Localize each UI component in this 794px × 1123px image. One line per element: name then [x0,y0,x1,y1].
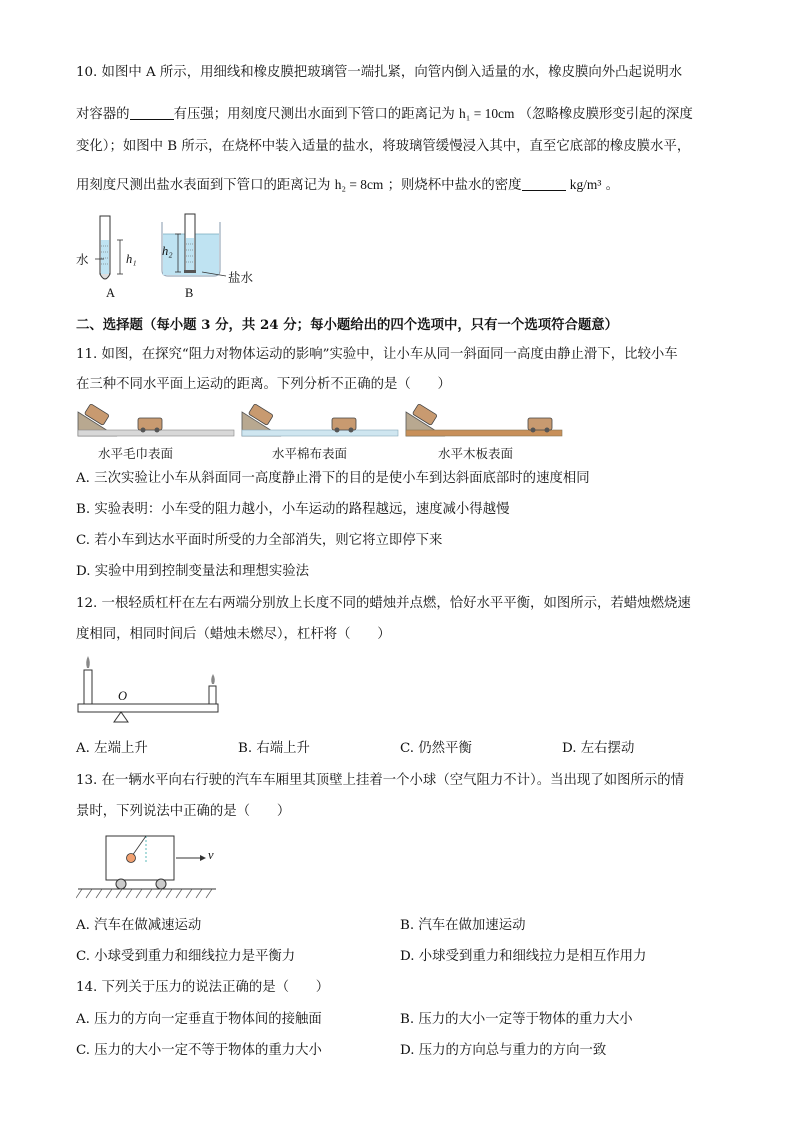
ramp-diagram [76,400,566,440]
q12-option-b[interactable]: B. 右端上升 [238,741,310,756]
q13-option-a[interactable]: A. 汽车在做减速运动 [76,918,202,933]
q13-option-b[interactable]: B. 汽车在做加速运动 [400,918,526,933]
answer-blank-1[interactable] [130,105,174,120]
q10-figure [74,212,274,304]
q10-line2 [76,105,693,124]
pivot-label: O [118,689,128,703]
q10-text-e: ；则烧杯中盐水的密度 [387,178,522,193]
q14-option-d[interactable]: D. 压力的方向总与重力的方向一致 [400,1043,607,1058]
lever-diagram [76,656,220,726]
brine-label: 盐水 [228,270,254,285]
q11-option-c[interactable]: C. 若小车到达水平面时所受的力全部消失，则它将立即停下来 [76,533,443,548]
q13-line2: 景时，下列说法中正确的是（ ） [76,804,291,819]
q10-text-d: 用刻度尺测出盐水表面到下管口的距离记为 [76,178,331,193]
q10-text-b: 有压强；用刻度尺测出水面到下管口的距离记为 [173,107,455,122]
q11-option-a[interactable]: A. 三次实验让小车从斜面同一高度静止滑下的目的是使小车到达斜面底部时的速度相同 [76,471,590,486]
q14-option-a[interactable]: A. 压力的方向一定垂直于物体间的接触面 [76,1012,322,1027]
h1-label: h₁ [126,252,137,266]
fig-label-a: A [106,286,116,300]
q10-text-c: （忽略橡皮膜形变引起的深度 [518,107,693,122]
car-diagram [76,832,226,904]
q11-option-b[interactable]: B. 实验表明：小车受的阻力越小，小车运动的路程越远，速度减小得越慢 [76,502,510,517]
q10-line3: 变化）；如图中 B 所示，在烧杯中装入适量的盐水，将玻璃管缓慢浸入其中，直至它底部的橡皮膜水平， [76,139,691,154]
q12-figure [76,656,220,726]
q11-line1: 11. 如图，在探究“阻力对物体运动的影响”实验中，让小车从同一斜面同一高度由静止滑下，比较小车 [76,347,678,362]
q11-figure [76,400,566,464]
q12-option-a[interactable]: A. 左端上升 [76,741,148,756]
surface-label-cotton: 水平棉布表面 [272,446,348,461]
q12-line1: 12. 一根轻质杠杆在左右两端分别放上长度不同的蜡烛并点燃，恰好水平平衡，如图所示，若蜡烛燃烧速 [76,596,691,611]
h2-label: h₂ [162,244,173,258]
q13-option-c[interactable]: C. 小球受到重力和细线拉力是平衡力 [76,949,296,964]
surface-label-towel: 水平毛巾表面 [98,446,174,461]
q11-option-d[interactable]: D. 实验中用到控制变量法和理想实验法 [76,564,310,579]
density-unit: kg/m³ [569,177,602,192]
q12-option-c[interactable]: C. 仍然平衡 [400,741,472,756]
surface-label-wood: 水平木板表面 [438,446,514,461]
h1-expression: h₁ = 10cm [459,106,515,121]
q14-option-b[interactable]: B. 压力的大小一定等于物体的重力大小 [400,1012,633,1027]
answer-blank-2[interactable] [522,176,566,191]
water-label: 水 [76,252,89,267]
q14-line1: 14. 下列关于压力的说法正确的是（ ） [76,980,330,995]
q12-line2: 度相同，相同时间后（蜡烛未燃尽），杠杆将（ ） [76,627,391,642]
q13-line1: 13. 在一辆水平向右行驶的汽车车厢里其顶壁上挂着一个小球（空气阻力不计）。当出现了如图所示的情 [76,773,685,788]
section-title: 二、选择题（每小题 3 分，共 24 分；每小题给出的四个选项中，只有一个选项符合题意） [76,317,619,333]
h2-expression: h₂ = 8cm [334,177,384,192]
q12-option-d[interactable]: D. 左右摆动 [562,741,635,756]
tube-diagram [74,212,274,304]
q10-text-a: 对容器的 [76,107,130,122]
q10-text-f: 。 [605,178,619,193]
q10-line1: 10. 如图中 A 所示，用细线和橡皮膜把玻璃管一端扎紧，向管内倒入适量的水，橡皮膜向外凸起说明水 [76,65,683,80]
q14-option-c[interactable]: C. 压力的大小一定不等于物体的重力大小 [76,1043,322,1058]
fig-label-b: B [185,286,194,300]
q11-line2: 在三种不同水平面上运动的距离。下列分析不正确的是（ ） [76,377,451,392]
q13-figure [76,832,226,904]
q10-line4 [76,176,619,195]
velocity-label: v [208,848,214,862]
q13-option-d[interactable]: D. 小球受到重力和细线拉力是相互作用力 [400,949,647,964]
